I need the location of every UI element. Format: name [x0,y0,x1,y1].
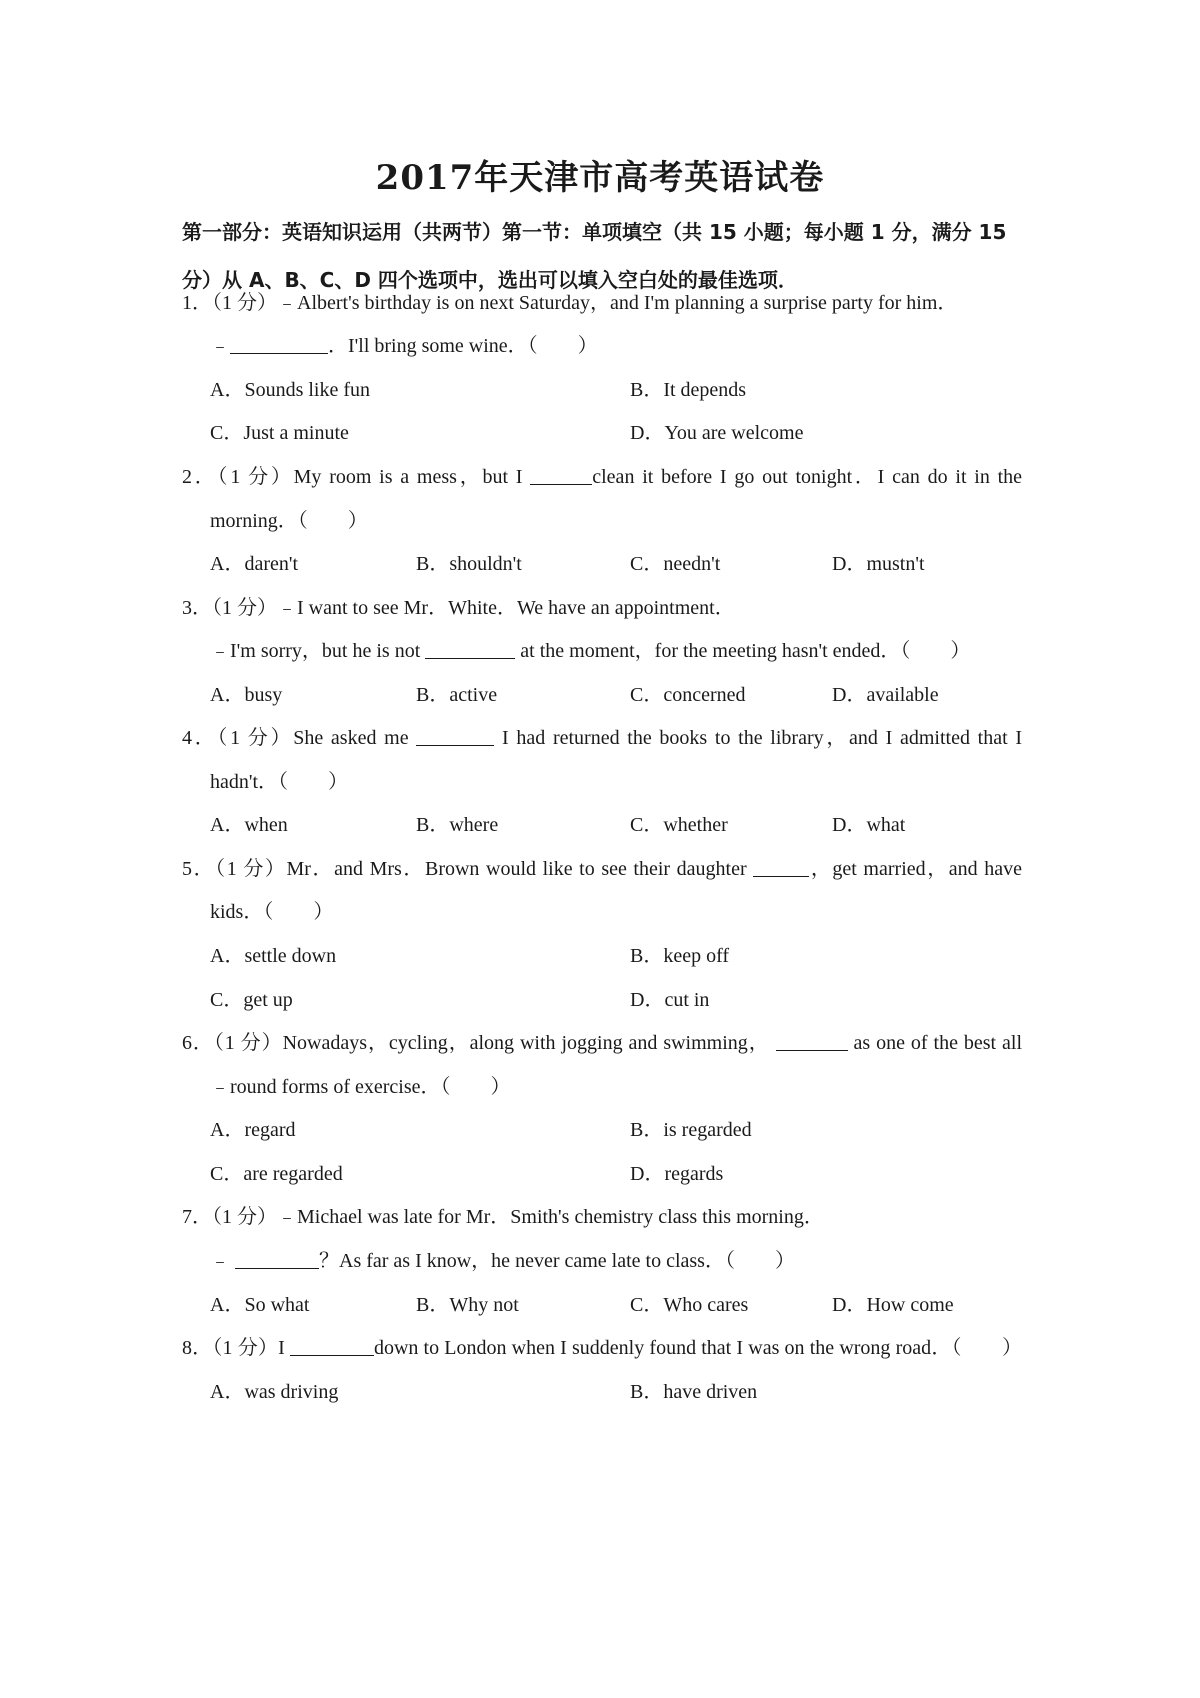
question-text: I [278,1337,285,1359]
question-score: （1 分） [215,858,287,880]
question-text: She asked me [293,727,409,749]
option-d: D．You are welcome [630,422,804,444]
question-2-stem [182,462,1022,492]
question-6-stem [182,1028,1022,1058]
option-c: C．get up [210,989,293,1011]
question-text: ﹣I'm sorry，but he is not [210,640,421,662]
option-b: B．active [416,684,498,706]
question-8-stem [182,1333,1022,1363]
question-text: ﹣Albert's birthday is on next Saturday，and I'm planning a surprise party for him． [277,292,958,314]
question-text: ﹣ [210,1250,230,1272]
option-c: C．Who cares [630,1294,749,1316]
option-a: A．daren't [210,553,299,575]
question-3-line2 [210,636,970,666]
question-score: （1 分） [217,727,294,749]
question-7-stem [182,1202,1022,1232]
question-text: ﹣I want to see Mr．White．We have an appointment． [277,597,735,619]
question-number: 7． [182,1206,212,1228]
option-d: D．mustn't [832,553,925,575]
question-5-line2: kids．（ ） [210,901,334,923]
question-score: （1 分） [213,1032,283,1054]
option-c: C．Just a minute [210,422,349,444]
option-c: C．whether [630,814,728,836]
question-text: ．I'll bring some wine．（ ） [328,335,598,357]
option-d: D．what [832,814,906,836]
question-text: Mr．and Mrs．Brown would like to see their daughter [286,858,747,880]
option-a: A．when [210,814,288,836]
option-d: D．How come [832,1294,954,1316]
answer-blank [416,725,494,746]
question-7-line2 [210,1246,795,1276]
question-score: （1 分） [212,1337,279,1359]
question-text: Nowadays，cycling，along with jogging and swimming， [282,1032,770,1054]
option-d: D．available [832,684,939,706]
question-1-stem [182,288,1022,318]
question-4-stem [182,723,1022,753]
option-b: B．have driven [630,1381,758,1403]
question-score: （1 分） [212,1206,277,1228]
question-score: （1 分） [217,466,294,488]
section-header-line1: 第一部分：英语知识运用（共两节）第一节：单项填空（共 15 小题；每小题 1 分，满分 15 [182,220,1007,244]
question-text: ﹣ [210,335,230,357]
question-number: 3． [182,597,212,619]
answer-blank [230,333,328,354]
question-4-line2: hadn't．（ ） [210,771,349,793]
option-b: B．where [416,814,499,836]
question-text: ，get married，and have [809,858,1023,880]
question-3-stem [182,593,1022,623]
option-b: B．shouldn't [416,553,522,575]
option-d: D．regards [630,1163,724,1185]
answer-blank [425,638,515,659]
option-c: C．concerned [630,684,746,706]
question-number: 1． [182,292,212,314]
question-text: I had returned the books to the library，and I admitted that I [502,727,1023,749]
question-text: down to London when I suddenly found that I was on the wrong road．（ ） [373,1337,1023,1359]
option-a: A．was driving [210,1381,339,1403]
option-a: A．So what [210,1294,310,1316]
option-d: D．cut in [630,989,710,1011]
question-text: ﹣Michael was late for Mr．Smith's chemistry class this morning． [277,1206,824,1228]
question-text: My room is a mess，but I [293,466,523,488]
question-1-line2 [210,331,598,361]
page-title: 2017年天津市高考英语试卷 [375,158,825,198]
question-2-line2: morning．（ ） [210,510,368,532]
question-text: clean it before I go out tonight．I can do it in the [592,466,1023,488]
question-score: （1 分） [212,292,277,314]
answer-blank [776,1030,848,1051]
option-a: A．Sounds like fun [210,379,370,401]
answer-blank [530,464,592,485]
question-number: 8． [182,1337,213,1359]
option-b: B．is regarded [630,1119,752,1141]
option-a: A．busy [210,684,283,706]
option-a: A．settle down [210,945,337,967]
answer-blank [753,856,809,877]
question-number: 5． [182,858,216,880]
question-number: 4． [182,727,218,749]
section-header-line2: 分）从 A、B、C、D 四个选项中，选出可以填入空白处的最佳选项． [182,268,798,292]
question-6-line2: ﹣round forms of exercise．（ ） [210,1076,511,1098]
question-number: 2． [182,466,218,488]
question-text: as one of the best all [853,1032,1023,1054]
option-a: A．regard [210,1119,296,1141]
question-score: （1 分） [212,597,277,619]
answer-blank [290,1335,374,1356]
question-number: 6． [182,1032,214,1054]
answer-blank [235,1248,319,1269]
option-c: C．needn't [630,553,721,575]
option-c: C．are regarded [210,1163,343,1185]
option-b: B．Why not [416,1294,519,1316]
question-5-stem [182,854,1022,884]
option-b: B．keep off [630,945,730,967]
question-text: ？As far as I know，he never came late to class．（ ） [319,1250,795,1272]
question-text: at the moment，for the meeting hasn't ended．（ ） [520,640,971,662]
option-b: B．It depends [630,379,747,401]
